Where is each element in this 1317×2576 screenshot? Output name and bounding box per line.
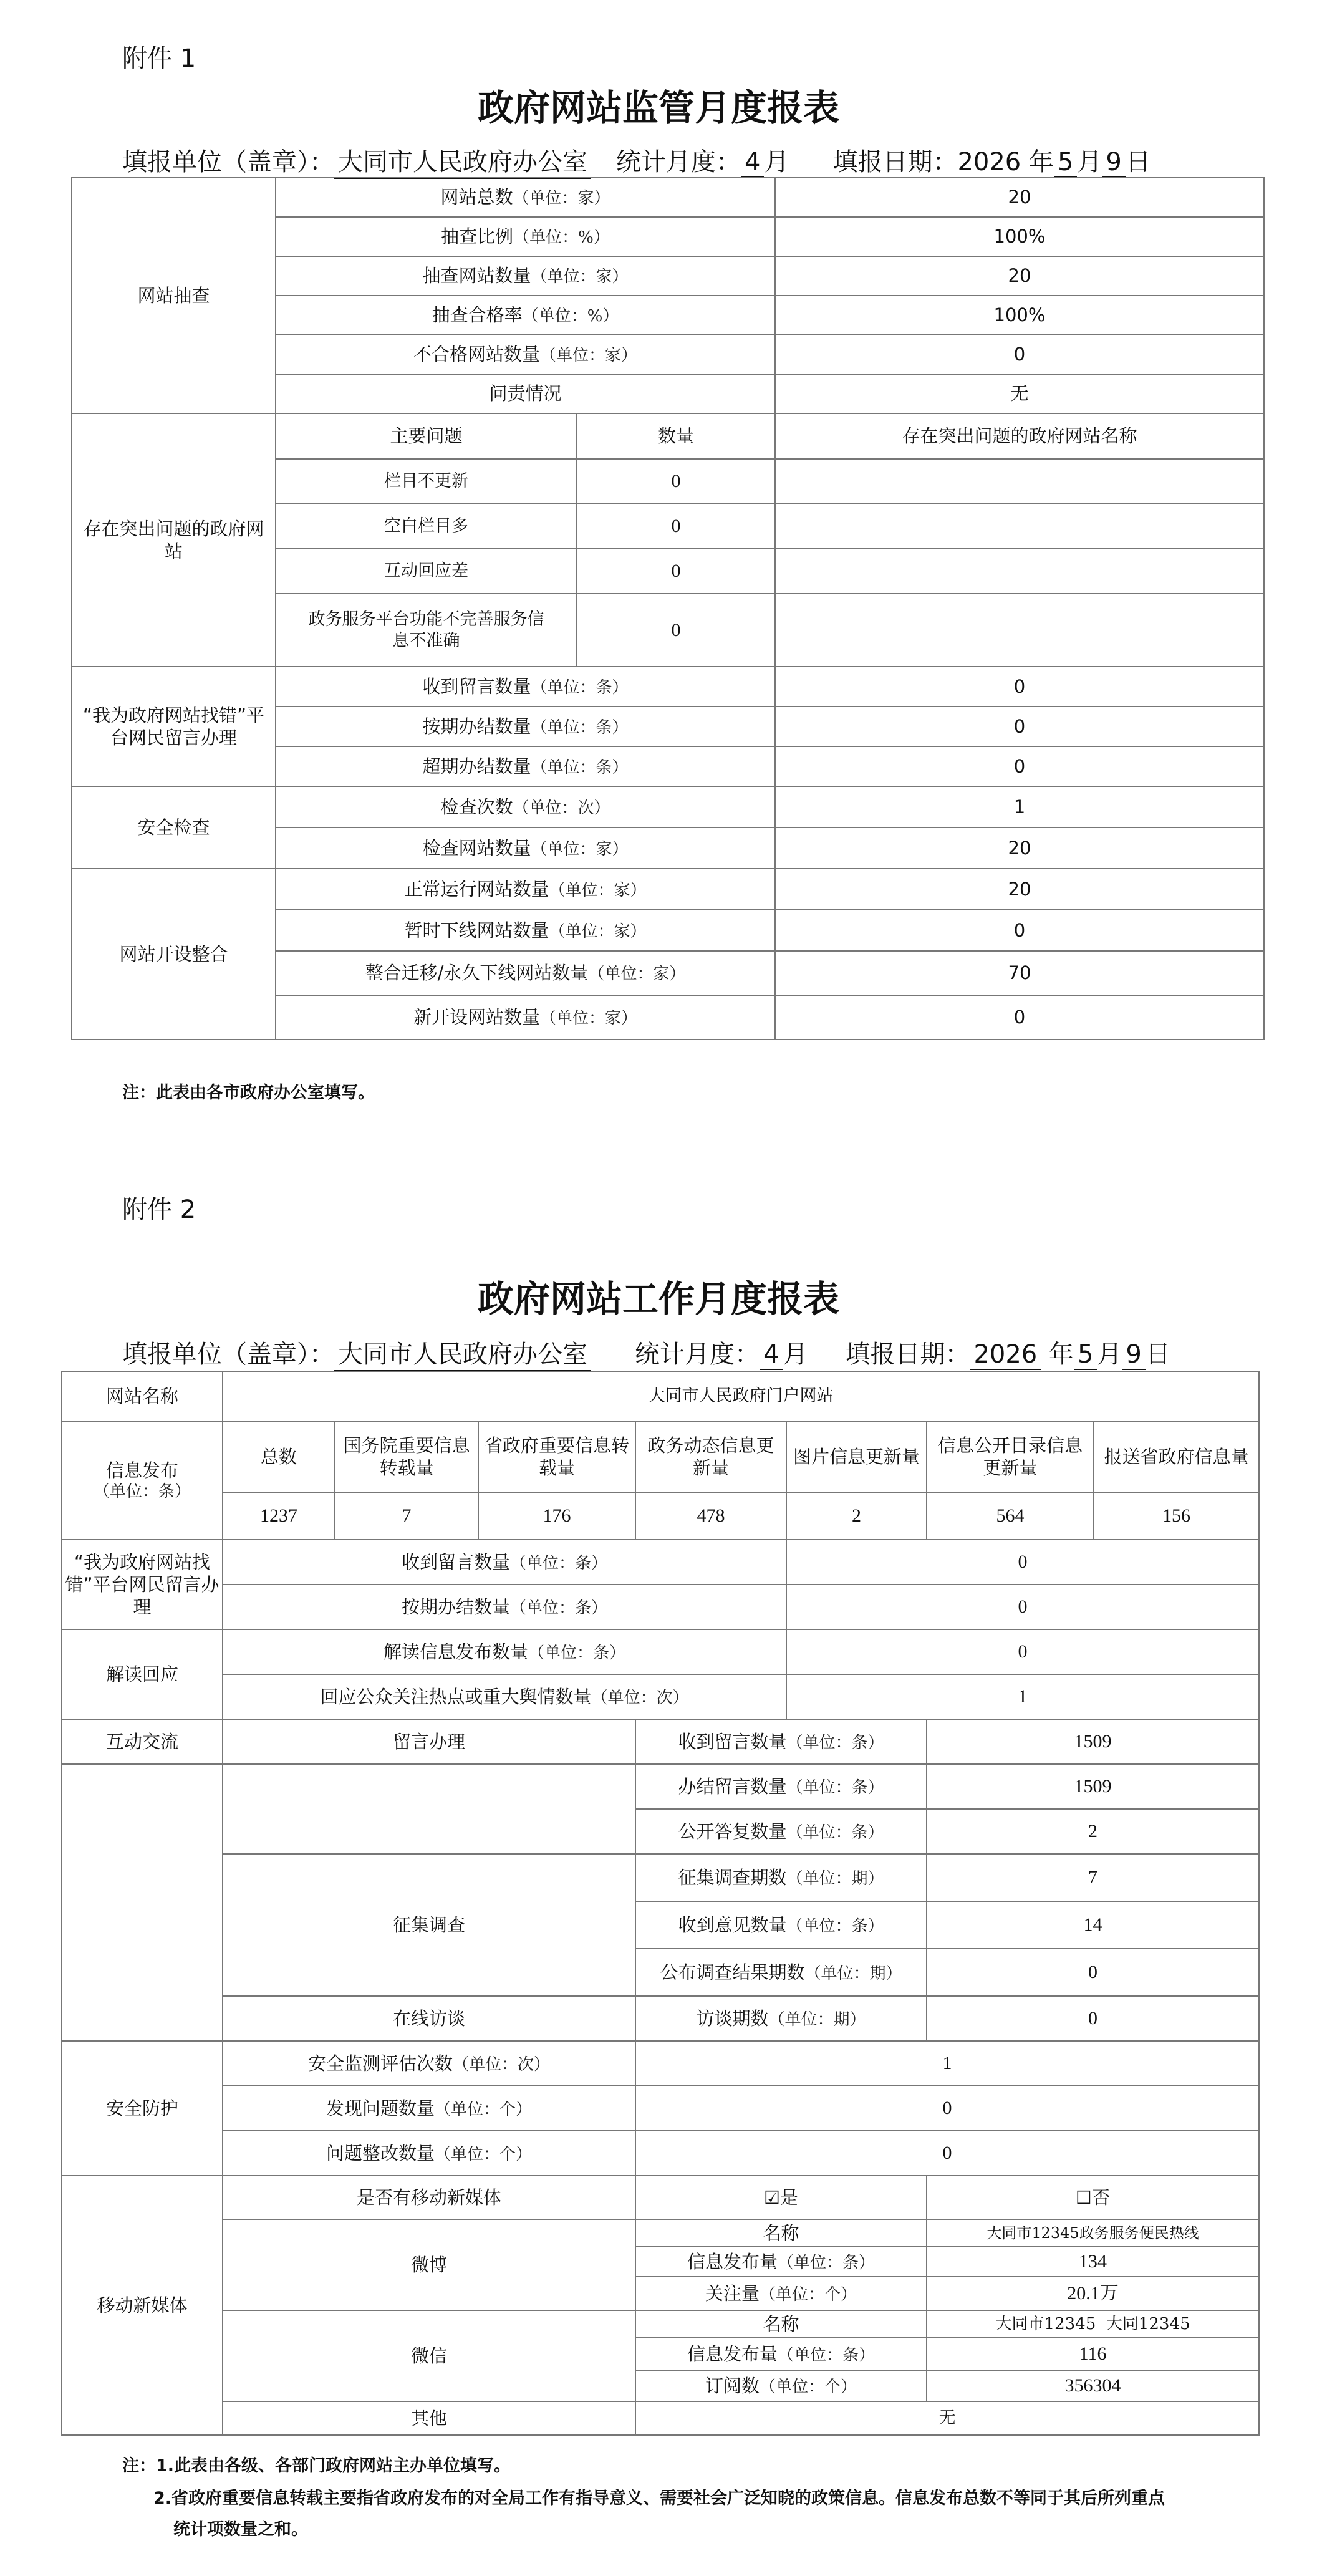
row-value: 70	[775, 951, 1264, 995]
report-2-note-2: 2.省政府重要信息转载主要指省政府发布的对全局工作有指导意义、需要社会广泛知晓的政策信息。信息发布总数不等同于其后所列重点	[153, 2489, 1165, 2508]
attachment-2-label: 附件 2	[122, 1195, 196, 1224]
issue-label: 政务服务平台功能不完善服务信息不准确	[276, 594, 577, 667]
row-label: 正常运行网站数量（单位：家）	[276, 869, 775, 910]
fill-year-suffix: 年	[1028, 148, 1054, 176]
wechat-sub-label: 订阅数（单位：个）	[635, 2370, 927, 2401]
fill-month-char: 月	[1077, 148, 1102, 176]
fill-day: 9	[1102, 148, 1125, 178]
info-value-state-council: 7	[335, 1492, 478, 1540]
attachment-1-label: 附件 1	[122, 44, 196, 73]
sub-message-handling: 留言办理	[223, 1719, 635, 1764]
fill-date-label: 填报日期：	[845, 1340, 970, 1369]
sub-message-blank	[223, 1764, 635, 1854]
col-header-count: 数量	[577, 413, 775, 459]
row-value: 100%	[775, 296, 1264, 335]
row-label: 超期办结数量（单位：条）	[276, 746, 775, 786]
row-label: 网站总数（单位：家）	[276, 178, 775, 217]
row-label: 公开答复数量（单位：条）	[635, 1809, 927, 1854]
info-header-state-council: 国务院重要信息转载量	[335, 1421, 478, 1492]
fill-unit-value: 大同市人民政府办公室	[334, 1334, 591, 1371]
row-label: 问责情况	[276, 374, 775, 413]
row-label: 按期办结数量（单位：条）	[276, 707, 775, 746]
issue-site-names	[775, 504, 1264, 549]
section-site-integration: 网站开设整合	[72, 869, 276, 1040]
section-security-check: 安全检查	[72, 786, 276, 869]
row-label: 发现问题数量（单位：个）	[223, 2086, 635, 2131]
weibo-follow-label: 关注量（单位：个）	[635, 2277, 927, 2310]
info-header-report: 报送省政府信息量	[1094, 1421, 1259, 1492]
interaction-blank	[62, 1764, 223, 2041]
row-label: 问题整改数量（单位：个）	[223, 2131, 635, 2176]
site-name-label: 网站名称	[62, 1371, 223, 1421]
fill-month: 5	[1074, 1340, 1097, 1370]
row-value: 0	[786, 1540, 1259, 1585]
row-value: 0	[775, 335, 1264, 374]
row-label: 公布调查结果期数（单位：期）	[635, 1949, 927, 1996]
weibo-name-value: 大同市12345政务服务便民热线	[927, 2219, 1259, 2247]
row-label: 整合迁移/永久下线网站数量（单位：家）	[276, 951, 775, 995]
wechat-pub-label: 信息发布量（单位：条）	[635, 2338, 927, 2370]
fill-month-label: 统计月度：	[616, 148, 741, 176]
report-2-title: 政府网站工作月度报表	[477, 1278, 839, 1320]
row-value: 0	[775, 667, 1264, 707]
info-header-images: 图片信息更新量	[786, 1421, 927, 1492]
fill-year-suffix: 年	[1048, 1340, 1074, 1369]
wechat-name-label: 名称	[635, 2310, 927, 2338]
row-value: 20	[775, 256, 1264, 296]
row-value: 0	[775, 995, 1264, 1040]
section-interaction: 互动交流	[62, 1719, 223, 1764]
report-2-note-3: 统计项数量之和。	[173, 2520, 308, 2539]
info-value-report: 156	[1094, 1492, 1259, 1540]
row-label: 安全监测评估次数（单位：次）	[223, 2041, 635, 2086]
col-header-issue: 主要问题	[276, 413, 577, 459]
fill-day-suffix: 日	[1145, 1340, 1170, 1369]
row-value: 100%	[775, 217, 1264, 256]
row-label: 办结留言数量（单位：条）	[635, 1764, 927, 1809]
row-value: 1	[775, 786, 1264, 827]
wechat-name-value: 大同市12345 大同12345	[927, 2310, 1259, 2338]
info-value-images: 2	[786, 1492, 927, 1540]
row-value: 1509	[927, 1719, 1259, 1764]
section-wowei: “我为政府网站找错”平台网民留言办理	[72, 667, 276, 786]
weibo-label: 微博	[223, 2219, 635, 2310]
row-label: 检查次数（单位：次）	[276, 786, 775, 827]
row-value: 0	[775, 910, 1264, 951]
section-problem-sites: 存在突出问题的政府网站	[72, 413, 276, 667]
weibo-pub-label: 信息发布量（单位：条）	[635, 2247, 927, 2277]
report-2-fill-line	[122, 1334, 1170, 1371]
row-label: 回应公众关注热点或重大舆情数量（单位：次）	[223, 1674, 786, 1719]
unchecked-box-icon: ☐	[1076, 2186, 1093, 2208]
sub-survey: 征集调查	[223, 1854, 635, 1996]
issue-site-names	[775, 594, 1264, 667]
weibo-pub-value: 134	[927, 2247, 1259, 2277]
fill-day: 9	[1122, 1340, 1145, 1370]
row-label: 抽查比例（单位：%）	[276, 217, 775, 256]
fill-month-suffix: 月	[764, 148, 789, 176]
issue-count: 0	[577, 594, 775, 667]
row-value: 0	[775, 746, 1264, 786]
row-label: 按期办结数量（单位：条）	[223, 1585, 786, 1629]
row-value: 无	[775, 374, 1264, 413]
fill-year: 2026	[970, 1340, 1041, 1370]
info-value-gov-news: 478	[635, 1492, 786, 1540]
row-label: 访谈期数（单位：期）	[635, 1996, 927, 2041]
sub-interview: 在线访谈	[223, 1996, 635, 2041]
fill-month-suffix: 月	[783, 1340, 808, 1369]
fill-month: 5	[1054, 148, 1077, 178]
report-1-note: 注：此表由各市政府办公室填写。	[122, 1083, 375, 1102]
option-yes: ☑是	[635, 2176, 927, 2219]
site-name-value: 大同市人民政府门户网站	[223, 1371, 1259, 1421]
row-label: 检查网站数量（单位：家）	[276, 827, 775, 869]
row-value: 0	[786, 1629, 1259, 1674]
fill-unit-value: 大同市人民政府办公室	[334, 142, 591, 179]
fill-month-label: 统计月度：	[635, 1340, 760, 1369]
other-label: 其他	[223, 2401, 635, 2435]
col-header-site-names: 存在突出问题的政府网站名称	[775, 413, 1264, 459]
row-value: 7	[927, 1854, 1259, 1901]
wechat-sub-value: 356304	[927, 2370, 1259, 2401]
issue-site-names	[775, 459, 1264, 504]
issue-label: 栏目不更新	[276, 459, 577, 504]
fill-date-label: 填报日期：	[832, 148, 958, 176]
fill-month-value: 4	[760, 1340, 783, 1370]
info-value-province: 176	[478, 1492, 635, 1540]
row-value: 1	[635, 2041, 1259, 2086]
section-interpret: 解读回应	[62, 1629, 223, 1719]
row-value: 14	[927, 1901, 1259, 1949]
weibo-name-label: 名称	[635, 2219, 927, 2247]
section-info-pub: 信息发布 （单位：条）	[62, 1421, 223, 1540]
row-label: 抽查合格率（单位：%）	[276, 296, 775, 335]
other-value: 无	[635, 2401, 1259, 2435]
row-value: 1509	[927, 1764, 1259, 1809]
has-mobile-label: 是否有移动新媒体	[223, 2176, 635, 2219]
row-value: 0	[635, 2086, 1259, 2131]
fill-unit-label: 填报单位（盖章）：	[122, 1340, 334, 1369]
checked-box-icon: ☑	[763, 2186, 780, 2208]
report-1-table	[71, 177, 1265, 1040]
info-header-total: 总数	[223, 1421, 335, 1492]
row-value: 0	[927, 1996, 1259, 2041]
row-label: 征集调查期数（单位：期）	[635, 1854, 927, 1901]
section-mobile-media: 移动新媒体	[62, 2176, 223, 2435]
info-header-gov-news: 政务动态信息更新量	[635, 1421, 786, 1492]
row-label: 抽查网站数量（单位：家）	[276, 256, 775, 296]
row-value: 0	[786, 1585, 1259, 1629]
info-value-total: 1237	[223, 1492, 335, 1540]
fill-month-char: 月	[1097, 1340, 1122, 1369]
option-no: ☐否	[927, 2176, 1259, 2219]
issue-label: 空白栏目多	[276, 504, 577, 549]
report-2-note-1: 注：1.此表由各级、各部门政府网站主办单位填写。	[122, 2456, 511, 2476]
row-label: 新开设网站数量（单位：家）	[276, 995, 775, 1040]
row-label: 收到留言数量（单位：条）	[276, 667, 775, 707]
section-security-protection: 安全防护	[62, 2041, 223, 2176]
row-value: 20	[775, 827, 1264, 869]
row-label: 收到留言数量（单位：条）	[635, 1719, 927, 1764]
info-header-disclosure: 信息公开目录信息更新量	[927, 1421, 1094, 1492]
row-label: 不合格网站数量（单位：家）	[276, 335, 775, 374]
fill-month-value: 4	[741, 148, 764, 178]
wechat-pub-value: 116	[927, 2338, 1259, 2370]
issue-site-names	[775, 549, 1264, 594]
weibo-follow-value: 20.1万	[927, 2277, 1259, 2310]
wechat-label: 微信	[223, 2310, 635, 2401]
row-label: 收到意见数量（单位：条）	[635, 1901, 927, 1949]
row-value: 0	[775, 707, 1264, 746]
info-header-province: 省政府重要信息转载量	[478, 1421, 635, 1492]
report-1-title: 政府网站监管月度报表	[477, 87, 839, 129]
row-value: 1	[786, 1674, 1259, 1719]
issue-count: 0	[577, 549, 775, 594]
row-value: 0	[635, 2131, 1259, 2176]
row-value: 20	[775, 869, 1264, 910]
row-value: 2	[927, 1809, 1259, 1854]
issue-count: 0	[577, 459, 775, 504]
issue-count: 0	[577, 504, 775, 549]
section-spot-check: 网站抽查	[72, 178, 276, 413]
fill-day-suffix: 日	[1125, 148, 1151, 176]
section-wowei-2: “我为政府网站找错”平台网民留言办理	[62, 1540, 223, 1629]
fill-unit-label: 填报单位（盖章）：	[122, 148, 334, 176]
row-value: 20	[775, 178, 1264, 217]
issue-label: 互动回应差	[276, 549, 577, 594]
info-value-disclosure: 564	[927, 1492, 1094, 1540]
fill-year: 2026	[957, 148, 1021, 176]
report-1-fill-line	[122, 142, 1151, 179]
report-2-table	[61, 1371, 1260, 2436]
row-label: 收到留言数量（单位：条）	[223, 1540, 786, 1585]
row-label: 暂时下线网站数量（单位：家）	[276, 910, 775, 951]
row-value: 0	[927, 1949, 1259, 1996]
row-label: 解读信息发布数量（单位：条）	[223, 1629, 786, 1674]
